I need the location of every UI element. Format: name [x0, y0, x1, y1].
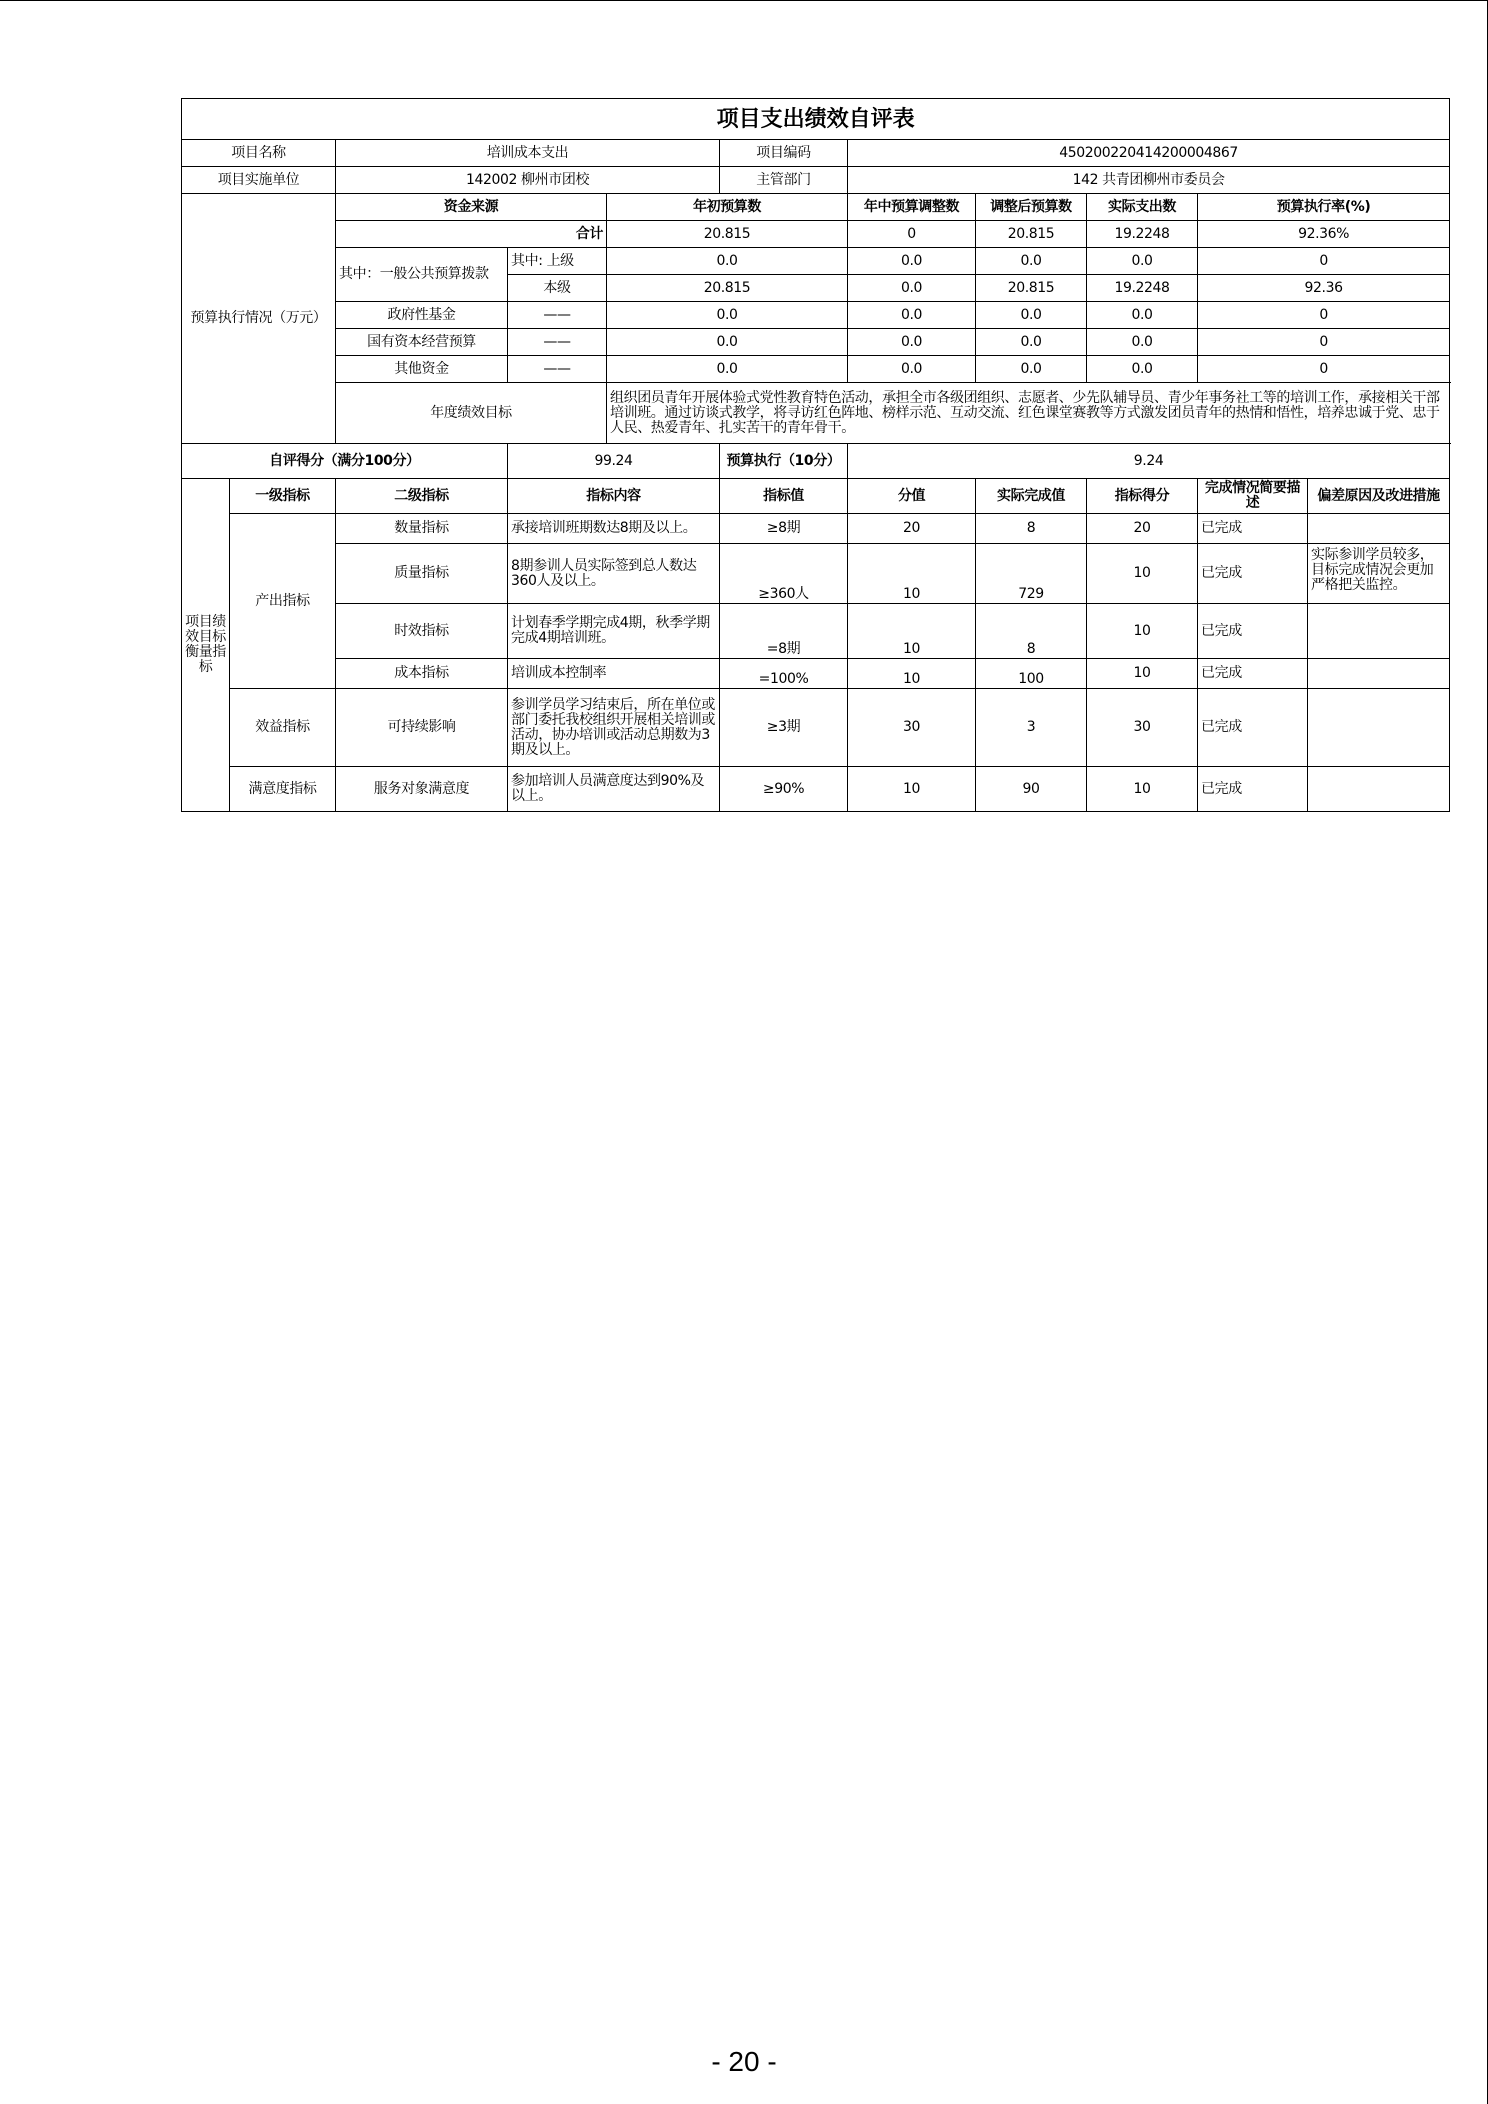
budget-exec-score-value: 9.24: [848, 444, 1450, 479]
ind-target: =100%: [720, 659, 848, 689]
ind-points: 10: [848, 659, 976, 689]
budget-header-actual: 实际支出数: [1087, 194, 1198, 221]
budget-state-capital-rate: 0: [1198, 329, 1450, 356]
ind-header-reason: 偏差原因及改进措施: [1308, 479, 1450, 514]
annual-goal-text: 组织团员青年开展体验式党性教育特色活动，承担全市各级团组织、志愿者、少先队辅导员、青少年事务社工等的培训工作，承接相关干部培训班。通过访谈式教学，将寻访红色阵地、榜样示范、互动交流、红色课堂赛教等方式激发团员青年的热情和悟性，培养忠诚于党、忠于人民、热爱青年、扎实苦干的青年骨干。: [607, 383, 1450, 444]
ind-level2: 成本指标: [336, 659, 508, 689]
budget-gov-fund-adjust: 0.0: [848, 302, 976, 329]
budget-header-adjust: 年中预算调整数: [848, 194, 976, 221]
self-score-value: 99.24: [508, 444, 720, 479]
ind-points: 30: [848, 689, 976, 767]
budget-local-adjust: 0.0: [848, 275, 976, 302]
performance-self-evaluation-table: [181, 98, 1450, 812]
budget-other-dash: ——: [508, 356, 607, 383]
budget-row-state-capital: [182, 329, 1450, 356]
budget-gov-fund-dash: ——: [508, 302, 607, 329]
table-row: [182, 604, 1450, 659]
budget-upper-adjust: 0.0: [848, 248, 976, 275]
ind-score: 20: [1087, 514, 1198, 544]
budget-local-rate: 92.36: [1198, 275, 1450, 302]
ind-level2: 质量指标: [336, 544, 508, 604]
ind-points: 10: [848, 604, 976, 659]
ind-actual: 3: [976, 689, 1087, 767]
budget-gov-fund-initial: 0.0: [607, 302, 848, 329]
ind-reason: [1308, 767, 1450, 812]
ind-reason: [1308, 514, 1450, 544]
budget-gov-fund-actual: 0.0: [1087, 302, 1198, 329]
ind-status: 已完成: [1198, 514, 1308, 544]
ind-actual: 90: [976, 767, 1087, 812]
budget-other-adjust: 0.0: [848, 356, 976, 383]
table-row: [182, 767, 1450, 812]
budget-state-capital-adjust: 0.0: [848, 329, 976, 356]
table-row: [182, 659, 1450, 689]
ind-reason: [1308, 689, 1450, 767]
table-title: 项目支出绩效自评表: [182, 99, 1450, 140]
budget-local-initial: 20.815: [607, 275, 848, 302]
ind-level2: 可持续影响: [336, 689, 508, 767]
ind-points: 10: [848, 767, 976, 812]
ind-actual: 8: [976, 604, 1087, 659]
budget-total-adjust: 0: [848, 221, 976, 248]
project-name-value: 培训成本支出: [336, 140, 720, 167]
project-name-label: 项目名称: [182, 140, 336, 167]
ind-header-level2: 二级指标: [336, 479, 508, 514]
budget-total-actual: 19.2248: [1087, 221, 1198, 248]
ind-score: 10: [1087, 604, 1198, 659]
budget-row-total: [182, 221, 1450, 248]
budget-state-capital-adjusted: 0.0: [976, 329, 1087, 356]
ind-header-points: 分值: [848, 479, 976, 514]
budget-header-initial: 年初预算数: [607, 194, 848, 221]
ind-header-level1: 一级指标: [230, 479, 336, 514]
budget-general-label: 其中：一般公共预算拨款: [336, 248, 508, 302]
ind-level2: 数量指标: [336, 514, 508, 544]
ind-status: 已完成: [1198, 689, 1308, 767]
ind-target: =8期: [720, 604, 848, 659]
project-code-label: 项目编码: [720, 140, 848, 167]
implementing-unit-value: 142002 柳州市团校: [336, 167, 720, 194]
ind-header-status: 完成情况简要描述: [1198, 479, 1308, 514]
budget-header-source: 资金来源: [336, 194, 607, 221]
supervising-dept-value: 142 共青团柳州市委员会: [848, 167, 1450, 194]
budget-total-initial: 20.815: [607, 221, 848, 248]
budget-upper-initial: 0.0: [607, 248, 848, 275]
budget-other-rate: 0: [1198, 356, 1450, 383]
benefit-indicator-label: 效益指标: [230, 689, 336, 767]
ind-status: 已完成: [1198, 544, 1308, 604]
budget-header-adjusted: 调整后预算数: [976, 194, 1087, 221]
ind-header-actual: 实际完成值: [976, 479, 1087, 514]
ind-header-content: 指标内容: [508, 479, 720, 514]
budget-gov-fund-label: 政府性基金: [336, 302, 508, 329]
table-row: [182, 689, 1450, 767]
ind-target: ≥90%: [720, 767, 848, 812]
project-code-value: 450200220414200004867: [848, 140, 1450, 167]
page-number: - 20 -: [711, 2046, 777, 2077]
budget-state-capital-label: 国有资本经营预算: [336, 329, 508, 356]
table-row: [182, 514, 1450, 544]
satisfaction-indicator-label: 满意度指标: [230, 767, 336, 812]
ind-status: 已完成: [1198, 604, 1308, 659]
budget-exec-score-label: 预算执行（10分）: [720, 444, 848, 479]
ind-score: 10: [1087, 544, 1198, 604]
ind-reason: [1308, 604, 1450, 659]
output-indicator-label: 产出指标: [230, 514, 336, 689]
ind-status: 已完成: [1198, 767, 1308, 812]
ind-score: 10: [1087, 659, 1198, 689]
self-score-label: 自评得分（满分100分）: [182, 444, 508, 479]
ind-score: 30: [1087, 689, 1198, 767]
indicators-section-label: 项目绩效目标衡量指标: [182, 479, 230, 812]
budget-gov-fund-adjusted: 0.0: [976, 302, 1087, 329]
budget-row-gov-fund: [182, 302, 1450, 329]
ind-score: 10: [1087, 767, 1198, 812]
budget-upper-actual: 0.0: [1087, 248, 1198, 275]
budget-header-rate: 预算执行率(%): [1198, 194, 1450, 221]
budget-total-rate: 92.36%: [1198, 221, 1450, 248]
budget-state-capital-actual: 0.0: [1087, 329, 1198, 356]
supervising-dept-label: 主管部门: [720, 167, 848, 194]
ind-content: 培训成本控制率: [508, 659, 720, 689]
ind-status: 已完成: [1198, 659, 1308, 689]
budget-state-capital-dash: ——: [508, 329, 607, 356]
ind-points: 10: [848, 544, 976, 604]
budget-other-adjusted: 0.0: [976, 356, 1087, 383]
budget-other-label: 其他资金: [336, 356, 508, 383]
budget-local-adjusted: 20.815: [976, 275, 1087, 302]
budget-total-label: 合计: [336, 221, 607, 248]
annual-goal-label: 年度绩效目标: [336, 383, 607, 444]
budget-upper-rate: 0: [1198, 248, 1450, 275]
ind-content: 承接培训班期数达8期及以上。: [508, 514, 720, 544]
ind-header-target: 指标值: [720, 479, 848, 514]
ind-target: ≥3期: [720, 689, 848, 767]
budget-row-other: [182, 356, 1450, 383]
ind-content: 8期参训人员实际签到总人数达360人及以上。: [508, 544, 720, 604]
budget-gov-fund-rate: 0: [1198, 302, 1450, 329]
ind-header-score: 指标得分: [1087, 479, 1198, 514]
ind-content: 参训学员学习结束后，所在单位或部门委托我校组织开展相关培训或活动，协办培训或活动总期数为3期及以上。: [508, 689, 720, 767]
budget-upper-adjusted: 0.0: [976, 248, 1087, 275]
budget-other-actual: 0.0: [1087, 356, 1198, 383]
budget-upper-label: 其中: 上级: [508, 248, 607, 275]
ind-actual: 100: [976, 659, 1087, 689]
budget-state-capital-initial: 0.0: [607, 329, 848, 356]
top-border-line: [0, 0, 1488, 1]
ind-level2: 时效指标: [336, 604, 508, 659]
implementing-unit-label: 项目实施单位: [182, 167, 336, 194]
ind-level2: 服务对象满意度: [336, 767, 508, 812]
ind-content: 参加培训人员满意度达到90%及以上。: [508, 767, 720, 812]
ind-reason: 实际参训学员较多，目标完成情况会更加严格把关监控。: [1308, 544, 1450, 604]
ind-target: ≥360人: [720, 544, 848, 604]
budget-other-initial: 0.0: [607, 356, 848, 383]
budget-local-actual: 19.2248: [1087, 275, 1198, 302]
budget-local-label: 本级: [508, 275, 607, 302]
ind-content: 计划春季学期完成4期，秋季学期完成4期培训班。: [508, 604, 720, 659]
budget-total-adjusted: 20.815: [976, 221, 1087, 248]
ind-actual: 729: [976, 544, 1087, 604]
ind-points: 20: [848, 514, 976, 544]
budget-section-label: 预算执行情况（万元）: [182, 194, 336, 444]
budget-row-upper: [182, 248, 1450, 275]
ind-actual: 8: [976, 514, 1087, 544]
ind-reason: [1308, 659, 1450, 689]
table-row: [182, 544, 1450, 604]
ind-target: ≥8期: [720, 514, 848, 544]
